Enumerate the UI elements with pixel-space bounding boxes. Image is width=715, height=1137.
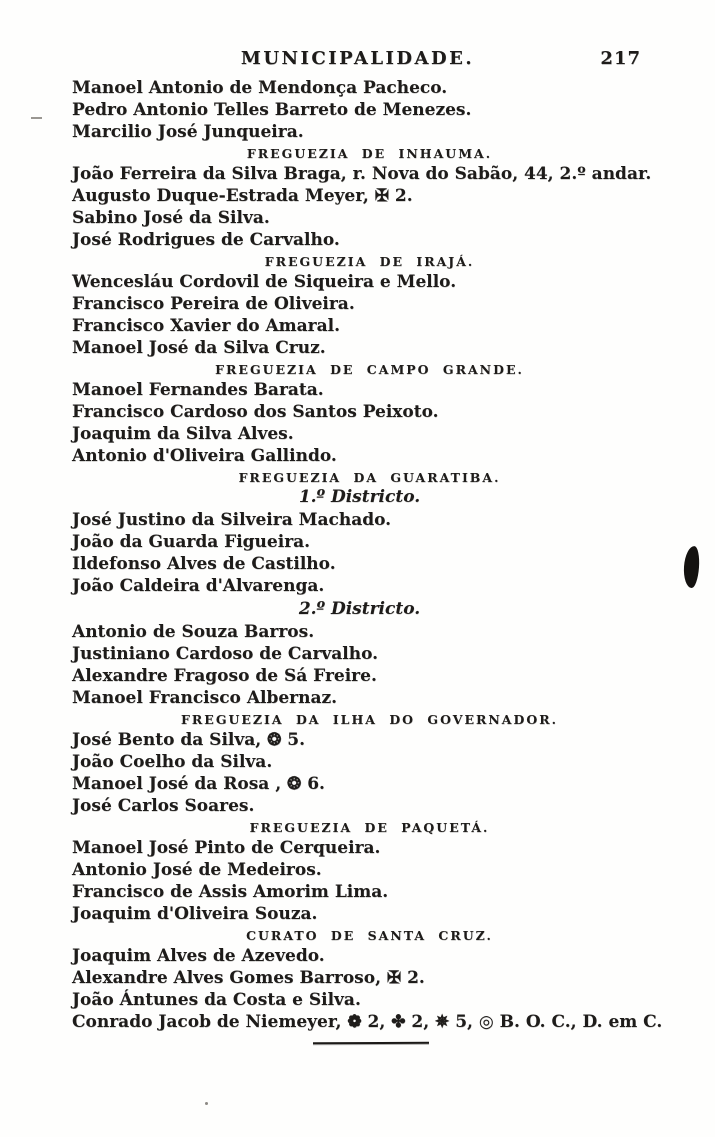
ink-blot-mark: [683, 546, 701, 589]
entry-line: Ildefonso Alves de Castilho.: [72, 554, 336, 574]
entry-line: Justiniano Cardoso de Carvalho.: [72, 644, 379, 664]
section-heading: FREGUEZIA DA GUARATIBA.: [238, 470, 501, 485]
entry-line: João da Guarda Figueira.: [72, 532, 311, 552]
entry-line: João Caldeira d'Alvarenga.: [72, 576, 325, 596]
entry-line: Antonio de Souza Barros.: [72, 622, 315, 642]
parish-section: [72, 363, 667, 467]
entry-line: José Rodrigues de Carvalho.: [72, 230, 340, 250]
entry-line: Francisco de Assis Amorim Lima.: [72, 882, 389, 902]
entry-line: Francisco Pereira de Oliveira.: [72, 294, 355, 314]
entry-line: Manoel Antonio de Mendonça Pacheco.: [72, 78, 448, 98]
parish-section: [72, 821, 667, 925]
entry-line: Joaquim Alves de Azevedo.: [72, 946, 325, 966]
section-heading: FREGUEZIA DA ILHA DO GOVERNADOR.: [181, 712, 558, 727]
entry-line: Antonio José de Medeiros.: [72, 860, 322, 880]
entry-line: Antonio d'Oliveira Gallindo.: [72, 446, 337, 466]
entry-line: Joaquim d'Oliveira Souza.: [72, 904, 318, 924]
entry-line: Manoel José Pinto de Cerqueira.: [72, 838, 381, 858]
entry-line: Francisco Cardoso dos Santos Peixoto.: [72, 402, 439, 422]
entry-line: Manoel José da Silva Cruz.: [72, 338, 326, 358]
parish-section: [72, 929, 667, 1033]
parish-section: [72, 713, 667, 817]
section-heading: FREGUEZIA DE CAMPO GRANDE.: [215, 362, 524, 377]
parish-section: [72, 255, 667, 359]
entry-line: Sabino José da Silva.: [72, 208, 270, 228]
entry-line: Francisco Xavier do Amaral.: [72, 316, 341, 336]
separator-rule: [313, 1042, 429, 1045]
parish-section: [72, 77, 667, 143]
entry-line: Conrado Jacob de Niemeyer, ❁ 2, ✤ 2, ✵ 5, ◎ B. O. C., D. em C.: [72, 1012, 663, 1032]
entry-line: João Coelho da Silva.: [72, 752, 273, 772]
parish-section: [72, 147, 667, 251]
entry-line: Alexandre Fragoso de Sá Freire.: [72, 666, 377, 686]
section-heading: FREGUEZIA DE PAQUETÁ.: [249, 820, 490, 835]
entry-line: José Justino da Silveira Machado.: [72, 510, 392, 530]
content: [72, 77, 667, 1033]
parish-section: [72, 599, 667, 709]
page-number: 217: [600, 48, 641, 69]
entry-line: Alexandre Alves Gomes Barroso, ✠ 2.: [72, 968, 425, 988]
section-heading: FREGUEZIA DE INHAUMA.: [246, 146, 493, 161]
entry-line: Manoel Fernandes Barata.: [72, 380, 324, 400]
section-heading: FREGUEZIA DE IRAJÁ.: [264, 254, 475, 269]
entry-line: João Ántunes da Costa e Silva.: [72, 990, 361, 1010]
entry-line: João Ferreira da Silva Braga, r. Nova do Sabão, 44, 2.º andar.: [72, 164, 652, 184]
entry-line: Manoel Francisco Albernaz.: [72, 688, 338, 708]
entry-line: Pedro Antonio Telles Barreto de Menezes.: [72, 100, 472, 120]
entry-line: Wencesláu Cordovil de Siqueira e Mello.: [72, 272, 457, 292]
section-heading: CURATO DE SANTA CRUZ.: [246, 928, 493, 943]
margin-dash-mark: [31, 117, 42, 119]
entry-line: José Carlos Soares.: [72, 796, 255, 816]
districto-heading: 2.º Districto.: [298, 599, 421, 619]
entry-line: Augusto Duque-Estrada Meyer, ✠ 2.: [72, 186, 413, 206]
entry-line: Joaquim da Silva Alves.: [72, 424, 294, 444]
entry-line: Manoel José da Rosa , ❂ 6.: [72, 774, 325, 794]
entry-line: Marcilio José Junqueira.: [72, 122, 304, 142]
page-title: MUNICIPALIDADE.: [240, 48, 475, 69]
entry-line: José Bento da Silva, ❂ 5.: [72, 730, 305, 750]
running-header: [0, 48, 715, 74]
districto-heading: 1.º Districto.: [298, 487, 421, 507]
speck-mark: [205, 1102, 208, 1105]
parish-section: [72, 471, 667, 597]
